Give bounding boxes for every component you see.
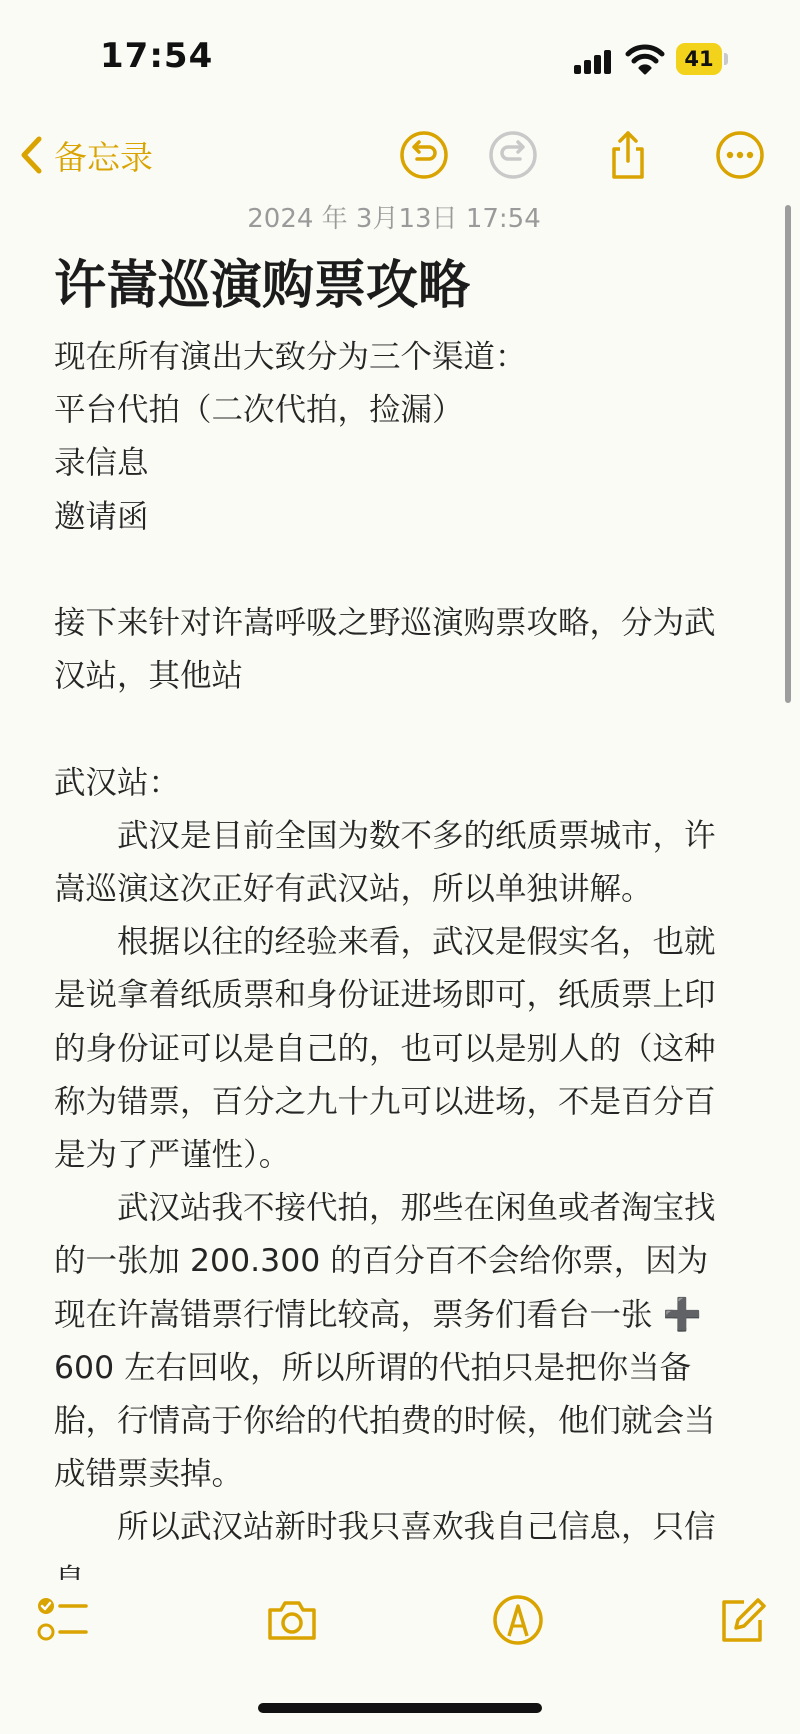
home-indicator[interactable] <box>258 1703 542 1713</box>
status-bar <box>0 0 800 110</box>
bottom-toolbar <box>0 1580 800 1670</box>
chevron-left-icon <box>18 135 44 175</box>
more-icon[interactable] <box>714 129 766 181</box>
note-date: 2024 年 3月13日 17:54 <box>247 204 541 234</box>
back-label: 备忘录 <box>54 137 153 177</box>
note-paragraph: 武汉是目前全国为数不多的纸质票城市，许嵩巡演这次正好有武汉站，所以单独讲解。 <box>54 817 716 907</box>
compose-icon[interactable] <box>714 1592 770 1648</box>
note-paragraph <box>54 544 734 597</box>
note-paragraph: 武汉站我不接代拍，那些在闲鱼或者淘宝找的一张加 200.300 的百分百不会给你票，因为现在许嵩错票行情比较高，票务们看台一张 ➕ 600 左右回收，所以所谓的代拍只是把你当备胎，行情高于你给的代拍费的时候，他们就会当成错票卖掉。 <box>54 1190 716 1493</box>
nav-bar <box>0 115 800 195</box>
note-paragraph: 武汉站： <box>54 764 181 801</box>
battery-level: 41 <box>676 43 722 75</box>
share-icon[interactable] <box>602 129 654 181</box>
checklist-icon[interactable] <box>34 1592 90 1648</box>
note-paragraph: 接下来针对许嵩呼吸之野巡演购票攻略，分为武汉站，其他站 <box>54 605 716 695</box>
back-button[interactable] <box>18 129 153 181</box>
battery-indicator <box>676 43 730 75</box>
note-paragraph: 所以武汉站新时我只喜欢我自己信息，只信 <box>117 1509 716 1546</box>
markup-pen-icon[interactable] <box>490 1592 546 1648</box>
note-content[interactable] <box>54 195 734 1565</box>
undo-icon[interactable] <box>398 129 450 181</box>
note-paragraph: 录信息 <box>54 445 149 482</box>
note-paragraph: 根据以往的经验来看，武汉是假实名，也就是说拿着纸质票和身份证进场即可，纸质票上印的身份证可以是自己的，也可以是别人的（这种称为错票，百分之九十九可以进场，不是百分百是为了严谨性）。 <box>54 924 716 1174</box>
wifi-icon <box>626 44 664 74</box>
note-title[interactable]: 许嵩巡演购票攻略 <box>54 256 471 316</box>
redo-icon[interactable] <box>487 129 539 181</box>
note-paragraph: 现在所有演出大致分为三个渠道： <box>54 339 527 375</box>
battery-cap <box>724 53 728 65</box>
status-time: 17:54 <box>100 36 214 76</box>
note-body[interactable] <box>54 331 734 1608</box>
cellular-signal-icon <box>574 48 614 74</box>
note-paragraph: 邀请函 <box>54 498 149 535</box>
scroll-indicator[interactable] <box>785 205 791 703</box>
note-paragraph <box>54 703 734 756</box>
camera-icon[interactable] <box>264 1592 320 1648</box>
note-paragraph: 平台代拍（二次代拍，捡漏） <box>54 392 464 429</box>
